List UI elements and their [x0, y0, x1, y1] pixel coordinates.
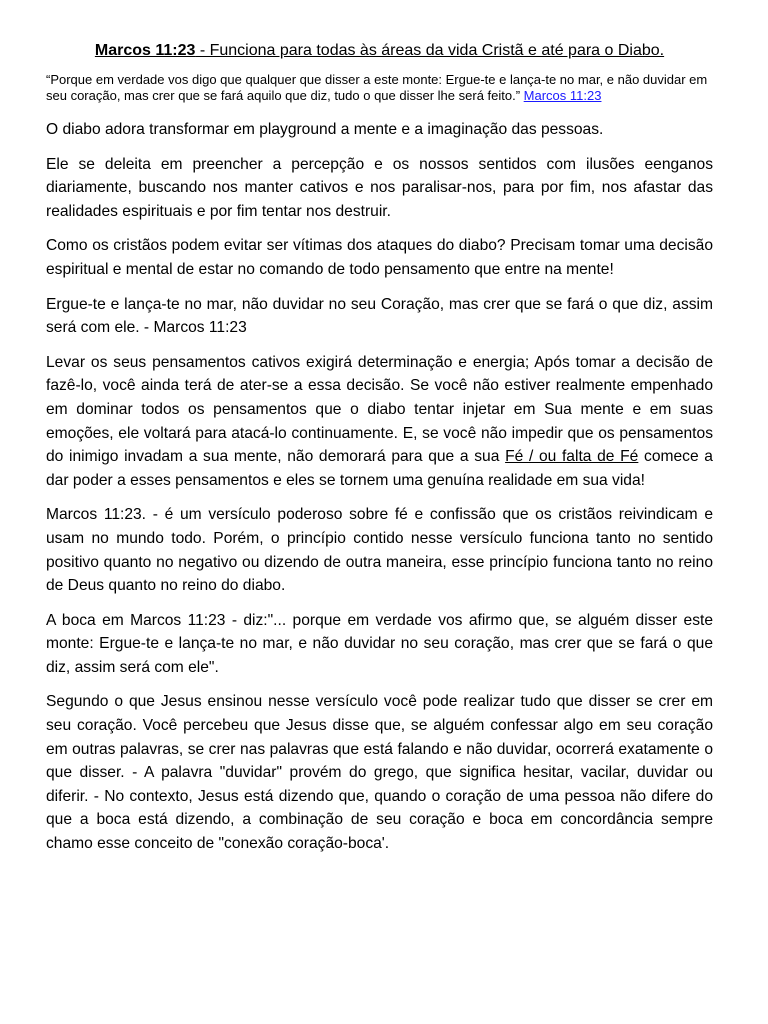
paragraph-4: Ergue-te e lança-te no mar, não duvidar no seu Coração, mas crer que se fará o que diz, assim será com ele. - Marcos 11:23	[46, 295, 713, 337]
paragraph-3: Como os cristãos podem evitar ser vítimas dos ataques do diabo? Precisam tomar uma decisão espiritual e mental de estar no comando de todo pensamento que entre na mente!	[46, 237, 713, 278]
paragraph-5-end: comece a dar poder a esses pensamentos e eles se tornem uma genuína realidade em sua vida!	[46, 448, 713, 489]
faith-phrase: Fé / ou falta de Fé	[505, 448, 639, 466]
page-title	[46, 40, 713, 62]
paragraph-8: Segundo o que Jesus ensinou nesse versículo você pode realizar tudo que disser se crer em seu coração. Você percebeu que Jesus disse que, se alguém confessar algo em seu coração em outras palavras, se crer nas palavras que está falando e não duvidar, ocorrerá exatamente o que disser. - A palavra "duvidar" provém do grego, que significa hesitar, vacilar, duvidar ou diferir. - No contexto, Jesus está dizendo que, quando o coração de uma pessoa não difere do que a boca está dizendo, a combinação de seu coração e boca em concordância sempre chamo esse conceito de "conexão coração-boca'.	[46, 693, 713, 853]
quote-text: “Porque em verdade vos digo que qualquer que disser a este monte: Ergue-te e lança-te no mar, e não duvidar em seu coração, mas crer que se fará aquilo que diz, tudo o que disser lhe será feito.”	[46, 72, 708, 103]
paragraph-2: Ele se deleita em preencher a percepção e os nossos sentidos com ilusões eenganos diariamente, buscando nos manter cativos e nos paralisar-nos, para por fim, nos afastar das realidades espirituais e por fim tentar nos destruir.	[46, 155, 713, 220]
title-reference: Marcos 11:23	[94, 42, 196, 59]
paragraph-6: Marcos 11:23. - é um versículo poderoso sobre fé e confissão que os cristãos reivindicam e usam no mundo todo. Porém, o princípio contido nesse versículo funciona tanto no sentido positivo quanto no negativo ou dizendo de outra maneira, esse princípio funciona tanto no reino de Deus quanto no reino do diabo.	[46, 506, 713, 595]
title-text: - Funciona para todas às áreas da vida Cristã e até para o Diabo.	[195, 42, 665, 59]
paragraph-5	[46, 351, 713, 493]
scripture-quote	[46, 72, 713, 104]
article-body	[46, 118, 713, 856]
paragraph-7: A boca em Marcos 11:23 - diz:"... porque em verdade vos afirmo que, se alguém disser este monte: Ergue-te e lança-te no mar, e não duvidar no seu coração, mas crer que se fará o que diz, assim será com ele".	[46, 611, 713, 676]
paragraph-5-start: Levar os seus pensamentos cativos exigirá determinação e energia; Após tomar a decisão de fazê-lo, você ainda terá de ater-se a essa decisão. Se você não estiver realmente empenhado em dominar todos os pensamentos que o diabo tentar injetar em Sua mente e em suas emoções, ele voltará para atacá-lo continuamente. E, se você não impedir que os pensamentos do inimigo invadam a sua mente, não demorará para que a sua	[46, 353, 713, 466]
quote-reference-link[interactable]: Marcos 11:23	[523, 88, 602, 103]
paragraph-1: O diabo adora transformar em playground a mente e a imaginação das pessoas.	[46, 121, 604, 138]
